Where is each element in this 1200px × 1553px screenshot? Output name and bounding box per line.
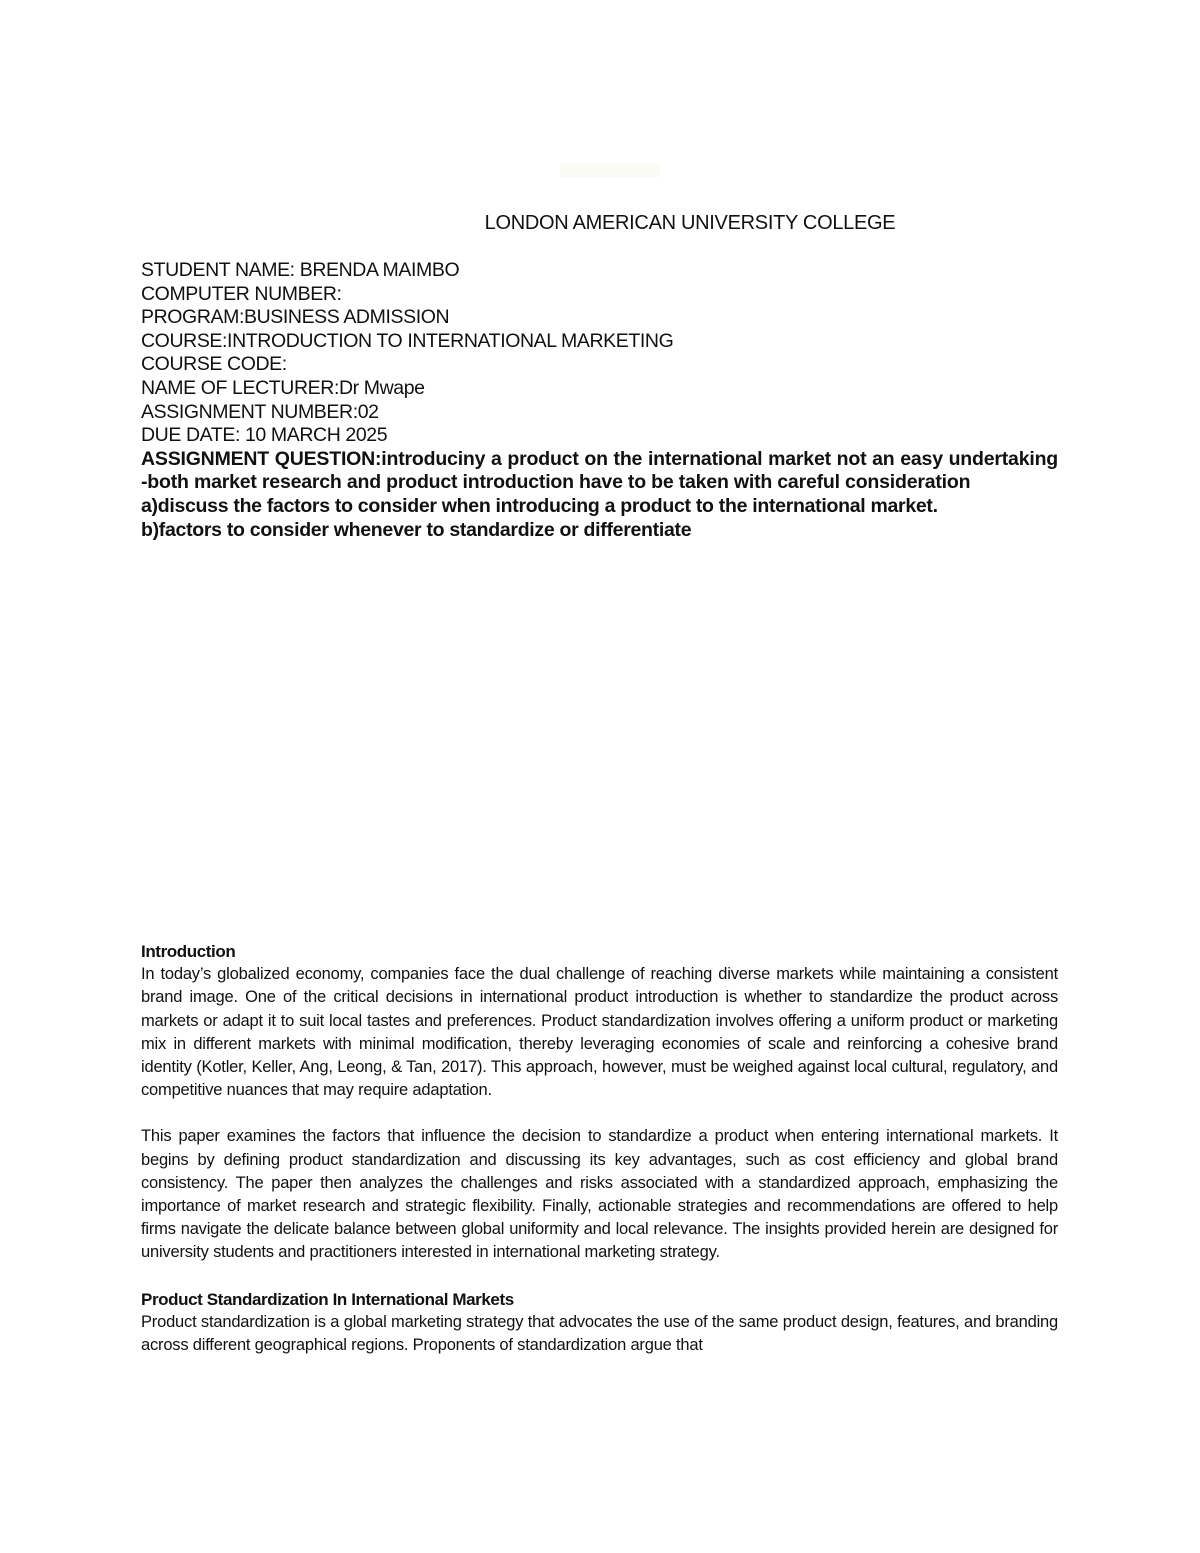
assignment-number: ASSIGNMENT NUMBER:02	[141, 400, 379, 423]
cover-details	[141, 259, 1058, 542]
lecturer: NAME OF LECTURER:Dr Mwape	[141, 376, 425, 399]
student-name: STUDENT NAME: BRENDA MAIMBO	[141, 259, 460, 281]
computer-number: COMPUTER NUMBER:	[141, 282, 342, 305]
course-code: COURSE CODE:	[141, 353, 287, 376]
course: COURSE:INTRODUCTION TO INTERNATIONAL MARKETING	[141, 329, 674, 352]
question-part-b: b)factors to consider whenever to standardize or differentiate	[141, 518, 692, 541]
introduction-paragraph-1: In today’s globalized economy, companies face the dual challenge of reaching diverse markets while maintaining a consistent brand image. One of the critical decisions in international product introduction is whether to standardize the product across markets or adapt it to suit local tastes and preferences. Product standardization involves offering a uniform product or marketing mix in different markets with minimal modification, thereby leveraging economies of scale and reinforcing a cohesive brand identity (Kotler, Keller, Ang, Leong, & Tan, 2017). This approach, however, must be weighed against local cultural, regulatory, and competitive nuances that may require adaptation.	[141, 965, 1058, 1100]
introduction-heading: Introduction	[141, 942, 236, 961]
due-date: DUE DATE: 10 MARCH 2025	[141, 424, 388, 447]
body-text	[141, 940, 1058, 1357]
introduction-paragraph-2: This paper examines the factors that influence the decision to standardize a product when entering international markets. It begins by defining product standardization and discussing its key advantages, such as cost efficiency and global brand consistency. The paper then analyzes the challenges and risks associated with a standardized approach, emphasizing the importance of market research and strategic flexibility. Finally, actionable strategies and recommendations are offered to help firms navigate the delicate balance between global uniformity and local relevance. The insights provided herein are designed for university students and practitioners interested in international marketing strategy.	[141, 1127, 1058, 1262]
program: PROGRAM:BUSINESS ADMISSION	[141, 306, 450, 329]
question-part-a: a)discuss the factors to consider when introducing a product to the international market.	[141, 494, 938, 517]
standardization-heading: Product Standardization In International Markets	[141, 1289, 514, 1309]
institution-title: LONDON AMERICAN UNIVERSITY COLLEGE	[484, 212, 896, 234]
standardization-paragraph-1: Product standardization is a global marketing strategy that advocates the use of the same product design, features, and branding across different geographical regions. Proponents of standardization argue that	[141, 1312, 1058, 1355]
assignment-question: ASSIGNMENT QUESTION:introduciny a product on the international market not an easy undertaking -both market research and product introduction have to be taken with careful consideration	[141, 447, 1058, 494]
faint-mark	[560, 163, 660, 177]
